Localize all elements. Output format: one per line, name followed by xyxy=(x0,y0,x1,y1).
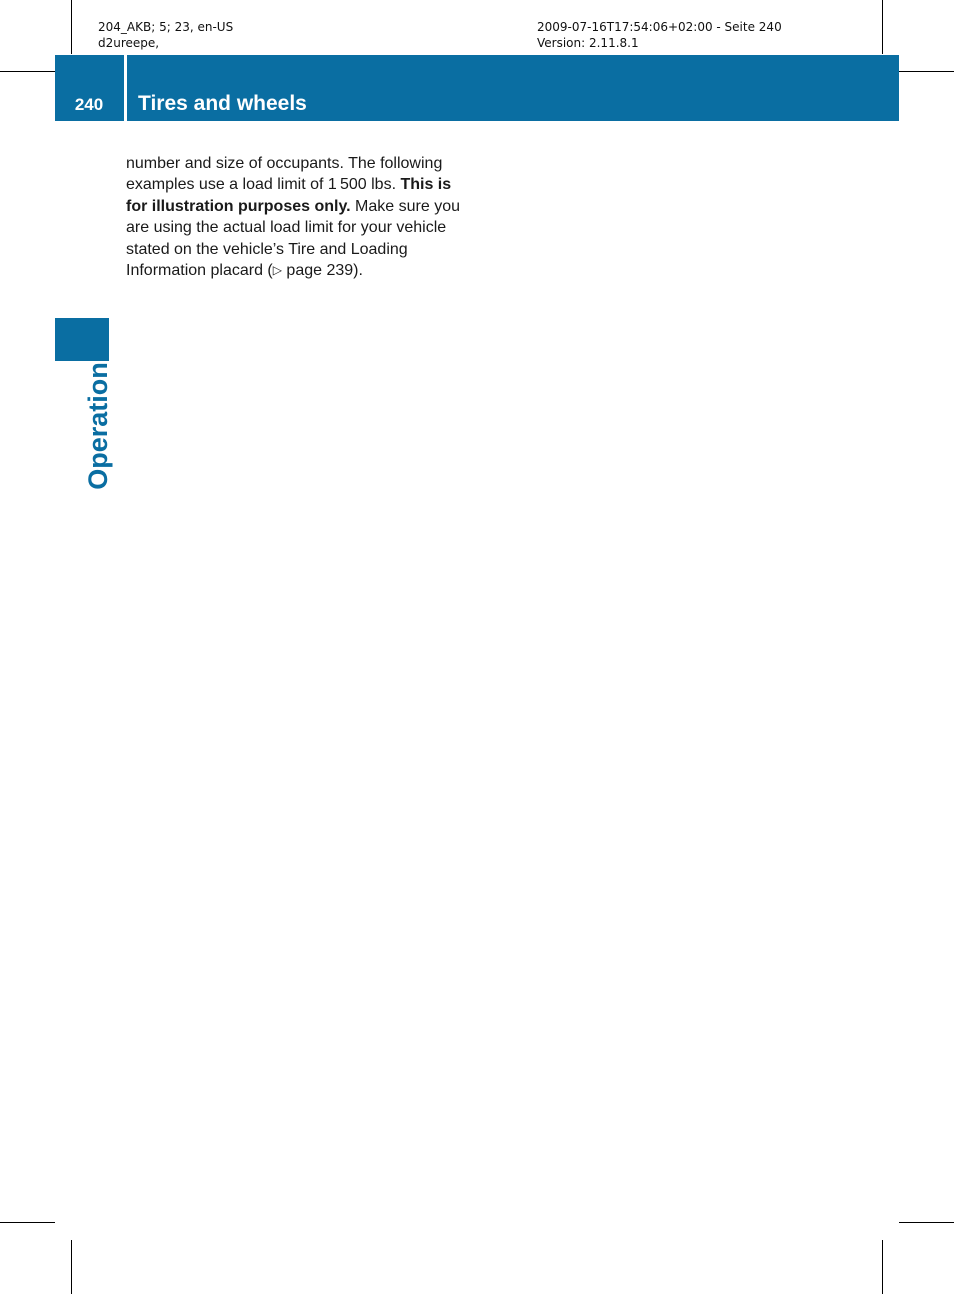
crop-mark-top-left-vertical xyxy=(71,0,72,54)
crop-mark-bottom-right-vertical xyxy=(882,1240,883,1294)
meta-right-line2: Version: 2.11.8.1 xyxy=(537,36,639,50)
body-paragraph xyxy=(126,153,466,281)
crop-mark-top-left-horizontal xyxy=(0,71,55,72)
header-divider xyxy=(124,55,127,121)
body-text-part3: page 239). xyxy=(281,262,363,280)
crop-mark-bottom-left-horizontal xyxy=(0,1222,55,1223)
page-number: 240 xyxy=(74,95,104,114)
meta-right-line1: 2009-07-16T17:54:06+02:00 - Seite 240 xyxy=(537,20,782,34)
body-text-bold: This is for illustration purposes only. xyxy=(126,176,452,215)
crop-mark-top-right-horizontal xyxy=(899,71,954,72)
meta-left-line1: 204_AKB; 5; 23, en-US xyxy=(98,20,234,34)
crop-mark-top-right-vertical xyxy=(882,0,883,54)
print-meta-right xyxy=(537,19,782,51)
section-title: Tires and wheels xyxy=(138,92,307,115)
print-meta-left xyxy=(98,19,233,51)
body-text-part2: Make sure you are using the actual load limit for your vehicle stated on the vehicle’s Tire and Loading Information placard ( xyxy=(126,197,460,280)
meta-left-line2: d2ureepe, xyxy=(98,36,160,50)
side-tab-block xyxy=(55,318,109,361)
body-text-part1: number and size of occupants. The following examples use a load limit of 1 500 lbs. xyxy=(126,155,443,194)
crop-mark-bottom-right-horizontal xyxy=(899,1222,954,1223)
page-reference-arrow-icon: ▷ xyxy=(272,263,282,278)
crop-mark-bottom-left-vertical xyxy=(71,1240,72,1294)
side-tab-label: Operation xyxy=(83,362,113,490)
